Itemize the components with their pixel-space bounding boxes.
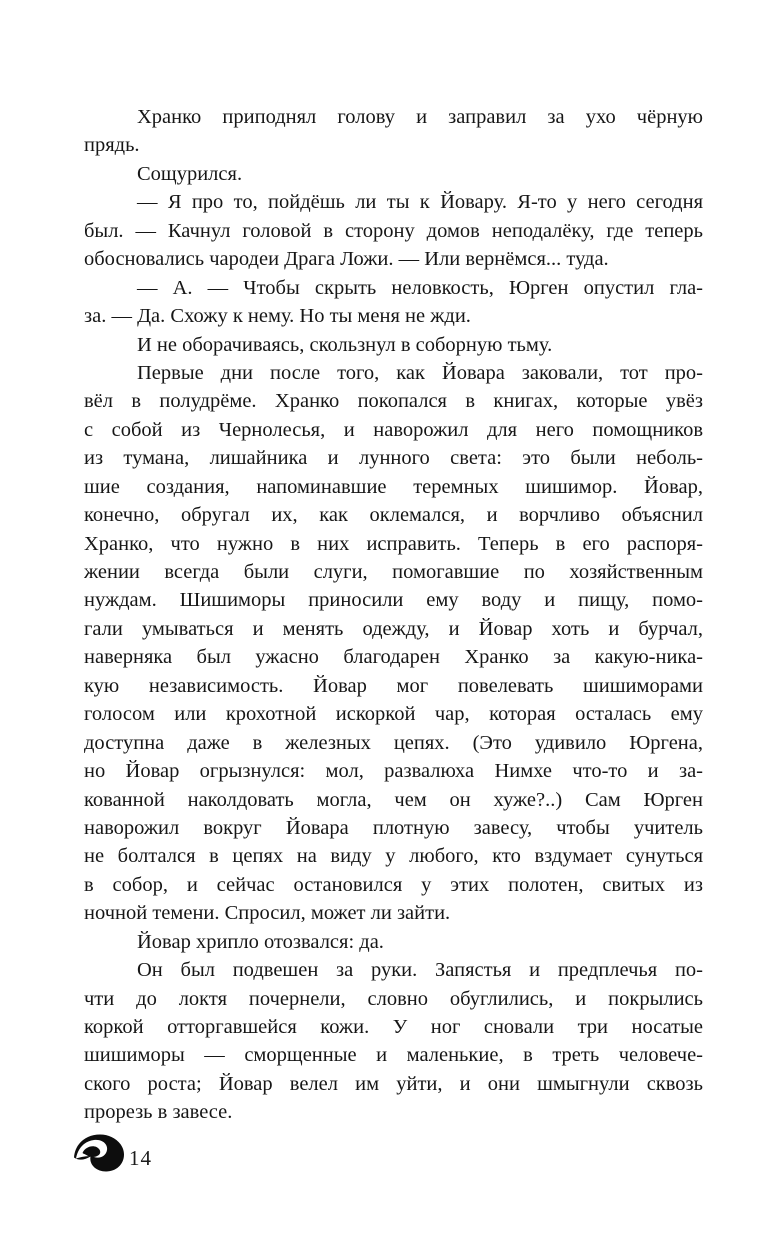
- text-line: Йовар хрипло отозвался: да.: [137, 930, 384, 953]
- text-line: Первые дни после того, как Йовара заковали, тот про-: [137, 361, 703, 384]
- text-line: был. — Качнул головой в сторону домов неподалёку, где теперь: [84, 219, 703, 242]
- text-line: прорезь в завесе.: [84, 1101, 233, 1124]
- paragraph: [84, 928, 703, 956]
- text-line: наверняка был ужасно благодарен Хранко за какую-ника-: [84, 646, 703, 669]
- text-line: конечно, обругал их, как оклемался, и ворчливо объяснил: [84, 504, 703, 527]
- text-line: не болтался в цепях на виду у любого, кто вздумает сунуться: [84, 845, 703, 868]
- paragraph: [84, 188, 703, 273]
- page-number: 14: [129, 1146, 152, 1170]
- text-line: кую независимость. Йовар мог повелевать шишиморами: [84, 674, 703, 697]
- text-line: за. — Да. Схожу к нему. Но ты меня не жди.: [84, 305, 471, 328]
- paragraph: [84, 359, 703, 928]
- text-line: кованной наколдовать могла, чем он хуже?..) Сам Юрген: [84, 788, 703, 811]
- text-line: вёл в полудрёме. Хранко покопался в книгах, которые увёз: [84, 390, 703, 413]
- paragraph: [84, 331, 703, 359]
- text-line: голосом или крохотной искоркой чар, которая осталась ему: [84, 703, 703, 726]
- text-line: доступна даже в железных цепях. (Это удивило Юргена,: [84, 731, 703, 754]
- text-line: — Я про то, пойдёшь ли ты к Йовару. Я-то у него сегодня: [137, 191, 703, 214]
- text-line: гали умываться и менять одежду, и Йовар хоть и бурчал,: [84, 617, 703, 640]
- text-line: шие создания, напоминавшие теремных шишимор. Йовар,: [84, 475, 703, 498]
- text-line: прядь.: [84, 134, 140, 157]
- wave-swirl-ornament-icon: [74, 1134, 124, 1172]
- text-line: И не оборачиваясь, скользнул в соборную тьму.: [137, 333, 553, 356]
- paragraph: [84, 956, 703, 1127]
- text-line: но Йовар огрызнулся: мол, развалюха Нимхе что-то и за-: [84, 760, 703, 783]
- text-line: наворожил вокруг Йовара плотную завесу, чтобы учитель: [84, 816, 703, 839]
- text-line: из тумана, лишайника и лунного света: это были неболь-: [84, 447, 703, 470]
- text-block: [84, 103, 703, 1127]
- text-line: нуждам. Шишиморы приносили ему воду и пищу, помо-: [84, 589, 703, 612]
- text-line: шишиморы — сморщенные и маленькие, в треть человече-: [84, 1044, 703, 1067]
- text-line: Сощурился.: [137, 162, 243, 185]
- text-line: чти до локтя почернели, словно обуглились, и покрылись: [84, 987, 703, 1010]
- text-line: — А. — Чтобы скрыть неловкость, Юрген опустил гла-: [137, 276, 703, 299]
- text-line: Хранко, что нужно в них исправить. Теперь в его распоря-: [84, 532, 703, 555]
- text-line: ского роста; Йовар велел им уйти, и они шмыгнули сквозь: [84, 1072, 703, 1095]
- paragraph: [84, 103, 703, 160]
- paragraph: [84, 160, 703, 188]
- paragraph: [84, 274, 703, 331]
- text-line: обосновались чародеи Драга Ложи. — Или вернёмся... туда.: [84, 248, 609, 271]
- page-footer: [74, 1134, 152, 1172]
- text-line: с собой из Чернолесья, и наворожил для него помощников: [84, 418, 703, 441]
- text-line: жении всегда были слуги, помогавшие по хозяйственным: [84, 561, 703, 583]
- text-line: в собор, и сейчас остановился у этих полотен, свитых из: [84, 873, 703, 896]
- text-line: Он был подвешен за руки. Запястья и предплечья по-: [137, 959, 703, 982]
- text-line: Хранко приподнял голову и заправил за ухо чёрную: [137, 106, 703, 128]
- text-line: ночной темени. Спросил, может ли зайти.: [84, 902, 451, 925]
- text-line: коркой отторгавшейся кожи. У ног сновали три носатые: [84, 1016, 703, 1038]
